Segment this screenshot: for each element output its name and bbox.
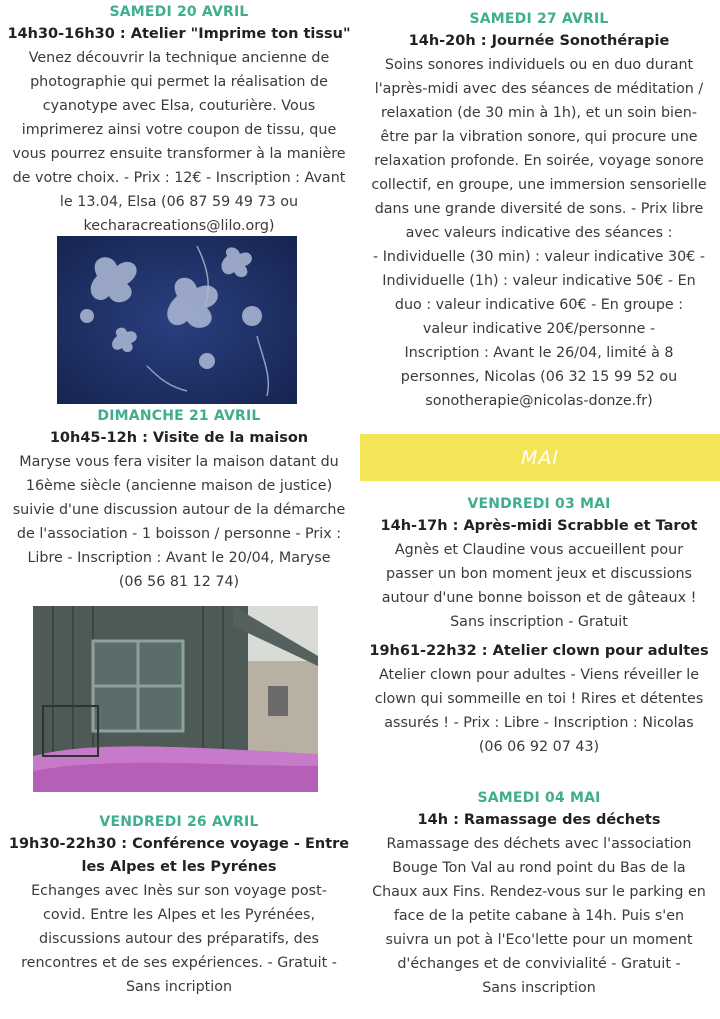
text-line: le 13.04, Elsa (06 87 59 49 73 ou xyxy=(59,194,299,210)
event-atelier-clown xyxy=(358,640,720,759)
title-line: 19h30-22h30 : Conférence voyage - Entre xyxy=(8,836,350,852)
text-line: valeur indicative 20€/personne - xyxy=(422,321,656,337)
event-sonotherapie xyxy=(358,9,720,413)
text-line: Sans inscription xyxy=(482,980,596,996)
text-line: suivie d'une discussion autour de la démarche xyxy=(12,502,346,518)
month-banner xyxy=(360,434,720,481)
event-title xyxy=(0,833,358,879)
event-description xyxy=(0,879,358,999)
text-line: dans une grande diversité de sons. - Prix libre xyxy=(374,201,704,217)
text-line: suivra un pot à l'Eco'lette pour un moment xyxy=(385,932,693,948)
text-line: vous pourrez ensuite transformer à la manière xyxy=(12,146,346,162)
event-atelier-tissu xyxy=(0,2,358,238)
event-day: SAMEDI 04 MAI xyxy=(477,790,601,806)
text-line: clown qui sommeille en toi ! Rires et détentes xyxy=(374,691,704,707)
text-line: Venez découvrir la technique ancienne de xyxy=(28,50,330,66)
text-line: face de la petite cabane à 14h. Puis s'en xyxy=(393,908,685,924)
text-line: de l'association - 1 boisson / personne - Prix : xyxy=(16,526,342,542)
event-title: 14h-17h : Après-midi Scrabble et Tarot xyxy=(380,518,698,534)
event-description xyxy=(358,538,720,634)
event-scrabble-tarot xyxy=(358,494,720,634)
text-line: Individuelle (1h) : valeur indicative 50€ - En xyxy=(382,273,696,289)
text-line: Echanges avec Inès sur son voyage post- xyxy=(31,883,327,899)
event-day: SAMEDI 27 AVRIL xyxy=(469,11,609,27)
text-line: d'échanges et de convivialité - Gratuit - xyxy=(397,956,681,972)
text-line: l'après-midi avec des séances de méditation / xyxy=(374,81,704,97)
event-title: 14h-20h : Journée Sonothérapie xyxy=(408,33,670,49)
text-line: photographie qui permet la réalisation de xyxy=(30,74,328,90)
text-line: relaxation (de 30 min à 1h), et un soin bien- xyxy=(380,105,698,121)
month-label: MAI xyxy=(521,446,559,469)
event-conference-voyage xyxy=(0,812,358,999)
text-line: - Individuelle (30 min) : valeur indicative 30€ - xyxy=(373,249,705,265)
text-line: cyanotype avec Elsa, couturière. Vous xyxy=(42,98,316,114)
event-day: VENDREDI 26 AVRIL xyxy=(99,814,259,830)
text-line: Inscription : Avant le 26/04, limité à 8 xyxy=(404,345,674,361)
event-day: DIMANCHE 21 AVRIL xyxy=(97,408,261,424)
text-line: (06 56 81 12 74) xyxy=(118,574,240,590)
text-line: Soins sonores individuels ou en duo durant xyxy=(384,57,694,73)
event-description xyxy=(0,46,358,238)
text-line: assurés ! - Prix : Libre - Inscription : Nicolas xyxy=(384,715,694,731)
event-title: 10h45-12h : Visite de la maison xyxy=(49,430,309,446)
text-line: Ramassage des déchets avec l'association xyxy=(386,836,692,852)
title-line: les Alpes et les Pyrénes xyxy=(81,859,277,875)
text-line: avec valeurs indicative des séances : xyxy=(405,225,673,241)
event-visite-maison xyxy=(0,406,358,594)
event-ramassage-dechets xyxy=(358,788,720,1000)
text-line: Maryse vous fera visiter la maison datant du xyxy=(19,454,339,470)
text-line: sonotherapie@nicolas-donze.fr) xyxy=(425,393,653,409)
text-line: covid. Entre les Alpes et les Pyrénées, xyxy=(43,907,315,923)
cyanotype-photo xyxy=(57,236,297,404)
event-description xyxy=(358,53,720,413)
event-day: SAMEDI 20 AVRIL xyxy=(109,4,249,20)
text-line: personnes, Nicolas (06 32 15 99 52 ou xyxy=(400,369,678,385)
text-line: collectif, en groupe, une immersion sensorielle xyxy=(371,177,707,193)
text-line: (06 06 92 07 43) xyxy=(478,739,600,755)
event-description xyxy=(358,663,720,759)
event-title: 19h61-22h32 : Atelier clown pour adultes xyxy=(369,643,709,659)
text-line: discussions autour des préparatifs, des xyxy=(39,931,319,947)
text-line: Sans inscription - Gratuit xyxy=(450,614,628,630)
text-line: Atelier clown pour adultes - Viens réveiller le xyxy=(378,667,700,683)
text-line: imprimerez ainsi votre coupon de tissu, que xyxy=(21,122,337,138)
text-line: duo : valeur indicative 60€ - En groupe : xyxy=(394,297,684,313)
text-line: relaxation profonde. En soirée, voyage sonore xyxy=(374,153,704,169)
text-line: Chaux aux Fins. Rendez-vous sur le parking en xyxy=(372,884,706,900)
house-photo xyxy=(33,606,318,792)
text-line: passer un bon moment jeux et discussions xyxy=(386,566,692,582)
event-title: 14h30-16h30 : Atelier "Imprime ton tissu" xyxy=(7,26,351,42)
text-line: Agnès et Claudine vous accueillent pour xyxy=(394,542,684,558)
text-line: autour d'une bonne boisson et de gâteaux ! xyxy=(381,590,697,606)
event-title: 14h : Ramassage des déchets xyxy=(417,812,661,828)
event-description xyxy=(358,832,720,1000)
event-day: VENDREDI 03 MAI xyxy=(467,496,611,512)
event-description xyxy=(0,450,358,594)
text-line: 16ème siècle (ancienne maison de justice) xyxy=(25,478,333,494)
text-line: Bouge Ton Val au rond point du Bas de la xyxy=(392,860,686,876)
text-line: kecharacreations@lilo.org) xyxy=(83,218,275,234)
text-line: Sans incription xyxy=(125,979,233,995)
text-line: Libre - Inscription : Avant le 20/04, Maryse xyxy=(27,550,331,566)
text-line: être par la vibration sonore, qui procure une xyxy=(380,129,698,145)
text-line: de votre choix. - Prix : 12€ - Inscription : Avant xyxy=(12,170,346,186)
text-line: rencontres et de ses expériences. - Gratuit - xyxy=(21,955,337,971)
